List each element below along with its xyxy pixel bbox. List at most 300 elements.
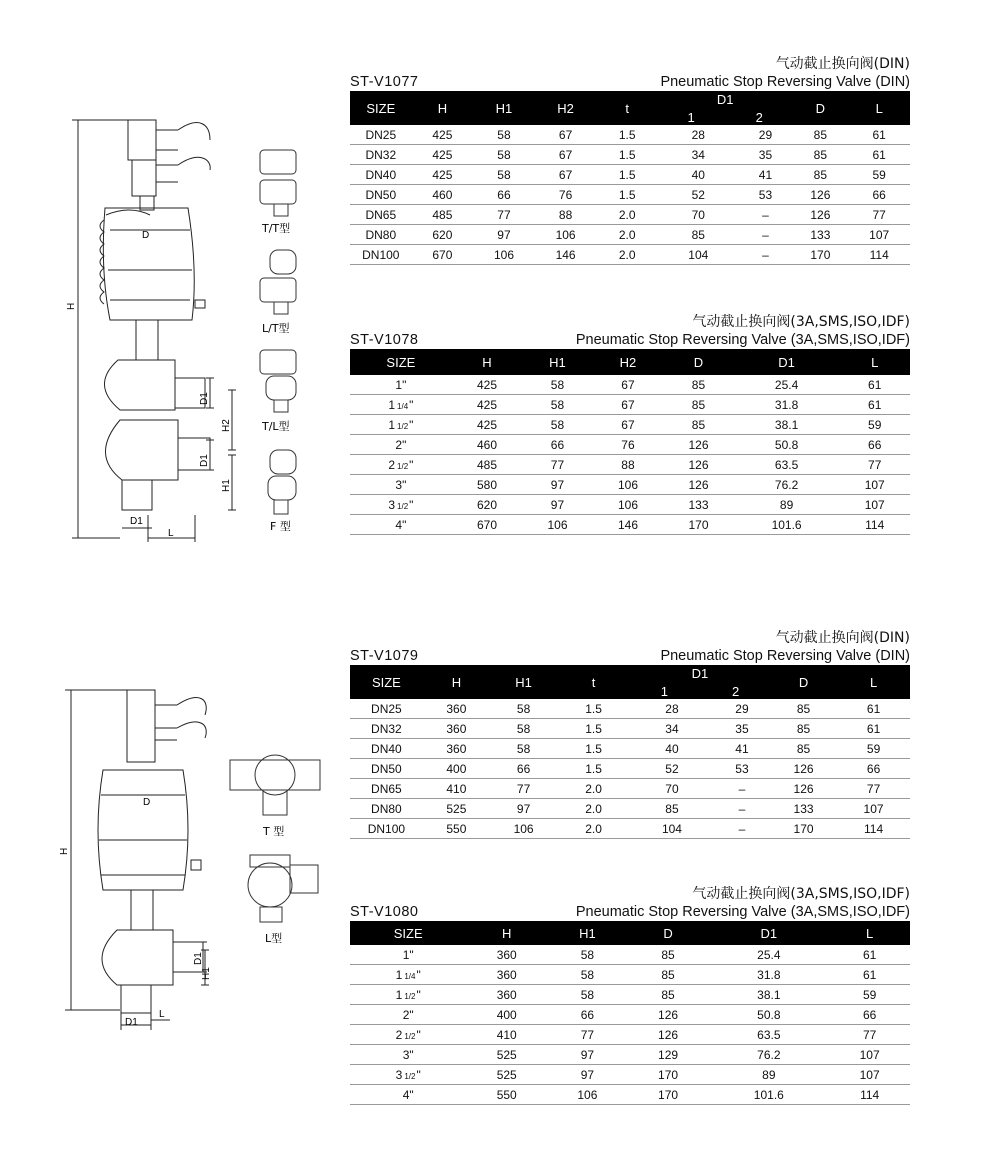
value-cell: 101.6 (734, 515, 840, 535)
value-cell: 425 (412, 165, 474, 185)
value-cell: 58 (490, 699, 557, 719)
col-size: SIZE (350, 349, 452, 375)
size-cell: DN80 (350, 225, 412, 245)
value-cell: 77 (837, 779, 910, 799)
value-cell: 97 (547, 1045, 628, 1065)
value-cell: 106 (522, 515, 593, 535)
value-cell: 126 (628, 1025, 709, 1045)
value-cell: 28 (658, 125, 739, 145)
value-cell: 170 (628, 1065, 709, 1085)
value-cell: 61 (839, 375, 910, 395)
valve-drawing-st-v1079 (55, 680, 345, 1040)
value-cell: 85 (792, 165, 848, 185)
cn-title: 气动截止换向阀(DIN) (775, 630, 910, 646)
table-row (350, 435, 910, 455)
value-cell: 1.5 (596, 185, 658, 205)
size-cell: DN65 (350, 779, 423, 799)
size-cell: 3 " (350, 1045, 466, 1065)
col-d: D (663, 349, 734, 375)
value-cell: 85 (770, 739, 837, 759)
dim-d-label: D (142, 230, 150, 241)
size-cell: DN40 (350, 165, 412, 185)
type-sketch-tl (260, 350, 296, 412)
type-label-f: F 型 (270, 520, 291, 533)
col-size: SIZE (350, 921, 466, 945)
value-cell: 107 (839, 475, 910, 495)
size-cell: DN32 (350, 719, 423, 739)
dim-h1-label: H1 (221, 479, 232, 492)
value-cell: 58 (490, 739, 557, 759)
type-sketch-l (248, 855, 318, 922)
type-label-tl: T/L型 (262, 420, 290, 433)
table-row (350, 1005, 910, 1025)
type-sketch-lt (260, 250, 296, 314)
value-cell: 460 (412, 185, 474, 205)
value-cell: 1.5 (557, 739, 630, 759)
value-cell: 106 (593, 495, 664, 515)
value-cell: 580 (452, 475, 523, 495)
size-cell: 4 " (350, 515, 452, 535)
value-cell: 2.0 (596, 205, 658, 225)
value-cell: 67 (535, 125, 597, 145)
value-cell: 400 (466, 1005, 547, 1025)
size-cell: DN50 (350, 759, 423, 779)
size-cell: 1 1/4 " (350, 395, 452, 415)
col-h1: H1 (547, 921, 628, 945)
col-h: H (452, 349, 523, 375)
col-d1-sub1: 1 (687, 110, 695, 125)
value-cell: 77 (522, 455, 593, 475)
col-size: SIZE (350, 91, 412, 125)
col-h: H (423, 665, 490, 699)
value-cell: – (714, 779, 770, 799)
table-row (350, 1085, 910, 1105)
value-cell: 58 (547, 965, 628, 985)
dim-h2-label: H2 (221, 419, 232, 432)
table-row (350, 145, 910, 165)
value-cell: 106 (490, 819, 557, 839)
value-cell: 61 (839, 395, 910, 415)
value-cell: 66 (490, 759, 557, 779)
value-cell: 126 (792, 205, 848, 225)
model-code: ST-V1080 (350, 904, 419, 920)
value-cell: 460 (452, 435, 523, 455)
value-cell: 58 (490, 719, 557, 739)
value-cell: 58 (522, 375, 593, 395)
size-cell: 2 1/2 " (350, 455, 452, 475)
value-cell: 58 (473, 165, 535, 185)
value-cell: 53 (739, 185, 793, 205)
en-title: Pneumatic Stop Reversing Valve (DIN) (660, 648, 910, 664)
value-cell: 2.0 (596, 245, 658, 265)
size-cell: DN100 (350, 819, 423, 839)
value-cell: 77 (547, 1025, 628, 1045)
value-cell: 34 (630, 719, 714, 739)
value-cell: – (739, 225, 793, 245)
col-l: L (848, 91, 910, 125)
dim-d1-lower-label: D1 (199, 454, 210, 467)
value-cell: 31.8 (708, 965, 829, 985)
size-cell: 1 " (350, 375, 452, 395)
value-cell: 126 (770, 779, 837, 799)
col-d1-sub2: 2 (755, 110, 763, 125)
value-cell: 550 (466, 1085, 547, 1105)
value-cell: 40 (658, 165, 739, 185)
col-d1: D1 (708, 921, 829, 945)
type-sketch-tt (260, 150, 296, 216)
value-cell: – (739, 245, 793, 265)
value-cell: 35 (739, 145, 793, 165)
col-h: H (412, 91, 474, 125)
value-cell: 425 (452, 375, 523, 395)
value-cell: 70 (630, 779, 714, 799)
value-cell: 25.4 (708, 945, 829, 965)
col-l: L (837, 665, 910, 699)
value-cell: 1.5 (557, 699, 630, 719)
table-row (350, 699, 910, 719)
value-cell: 114 (837, 819, 910, 839)
value-cell: 41 (714, 739, 770, 759)
value-cell: 97 (522, 475, 593, 495)
value-cell: 620 (452, 495, 523, 515)
value-cell: 85 (628, 985, 709, 1005)
type-label-t: T 型 (263, 825, 285, 838)
value-cell: 85 (628, 965, 709, 985)
value-cell: 77 (829, 1025, 910, 1045)
value-cell: 77 (473, 205, 535, 225)
col-h1: H1 (490, 665, 557, 699)
value-cell: 61 (837, 699, 910, 719)
value-cell: 170 (663, 515, 734, 535)
value-cell: 126 (663, 455, 734, 475)
value-cell: 1.5 (557, 759, 630, 779)
value-cell: 66 (547, 1005, 628, 1025)
value-cell: 146 (535, 245, 597, 265)
value-cell: 114 (829, 1085, 910, 1105)
value-cell: 66 (829, 1005, 910, 1025)
dim-d1-bottom-label: D1 (130, 516, 143, 527)
en-title: Pneumatic Stop Reversing Valve (3A,SMS,ISO,IDF) (575, 332, 910, 348)
value-cell: 59 (839, 415, 910, 435)
value-cell: 85 (663, 375, 734, 395)
table-row (350, 455, 910, 475)
dim-d1-bottom-label: D1 (125, 1017, 138, 1028)
spec-block-st-v1078 (350, 314, 910, 535)
value-cell: 126 (770, 759, 837, 779)
col-d: D (792, 91, 848, 125)
table-row (350, 965, 910, 985)
table-row (350, 225, 910, 245)
size-cell: 1 1/4 " (350, 965, 466, 985)
value-cell: 114 (839, 515, 910, 535)
value-cell: 410 (423, 779, 490, 799)
size-cell: DN40 (350, 739, 423, 759)
value-cell: 52 (658, 185, 739, 205)
table-row (350, 415, 910, 435)
value-cell: 66 (839, 435, 910, 455)
table-row (350, 819, 910, 839)
table-row (350, 759, 910, 779)
value-cell: 425 (452, 415, 523, 435)
type-label-l: L型 (265, 932, 283, 945)
value-cell: 58 (473, 145, 535, 165)
value-cell: 146 (593, 515, 664, 535)
type-label-tt: T/T型 (262, 222, 291, 235)
value-cell: 525 (466, 1065, 547, 1085)
value-cell: 485 (412, 205, 474, 225)
dim-d-label: D (143, 797, 151, 808)
table-row (350, 375, 910, 395)
value-cell: 425 (412, 125, 474, 145)
size-cell: 1 " (350, 945, 466, 965)
value-cell: 85 (770, 699, 837, 719)
value-cell: 38.1 (708, 985, 829, 1005)
value-cell: 31.8 (734, 395, 840, 415)
table-row (350, 985, 910, 1005)
value-cell: 63.5 (708, 1025, 829, 1045)
value-cell: 620 (412, 225, 474, 245)
value-cell: 85 (628, 945, 709, 965)
value-cell: 1.5 (596, 145, 658, 165)
en-title: Pneumatic Stop Reversing Valve (3A,SMS,ISO,IDF) (575, 904, 910, 920)
value-cell: 77 (848, 205, 910, 225)
dim-d1-side-label: D1 (193, 952, 204, 965)
value-cell: 1.5 (596, 165, 658, 185)
size-cell: 4 " (350, 1085, 466, 1105)
value-cell: 126 (663, 435, 734, 455)
value-cell: 107 (848, 225, 910, 245)
value-cell: 129 (628, 1045, 709, 1065)
table-row (350, 515, 910, 535)
type-label-lt: L/T型 (262, 322, 290, 335)
size-cell: 3 1/2 " (350, 1065, 466, 1085)
size-cell: DN100 (350, 245, 412, 265)
value-cell: 67 (593, 395, 664, 415)
table-row (350, 205, 910, 225)
spec-block-st-v1077 (350, 56, 910, 265)
value-cell: – (714, 819, 770, 839)
value-cell: 58 (522, 415, 593, 435)
col-h1: H1 (473, 91, 535, 125)
model-code: ST-V1078 (350, 332, 419, 348)
value-cell: 126 (792, 185, 848, 205)
value-cell: 133 (663, 495, 734, 515)
value-cell: 59 (829, 985, 910, 1005)
size-cell: 2 " (350, 435, 452, 455)
value-cell: 170 (770, 819, 837, 839)
value-cell: 107 (829, 1045, 910, 1065)
value-cell: 360 (466, 945, 547, 965)
value-cell: 106 (473, 245, 535, 265)
spec-table (350, 921, 910, 1105)
col-d: D (770, 665, 837, 699)
table-row (350, 395, 910, 415)
table-row (350, 165, 910, 185)
value-cell: 29 (714, 699, 770, 719)
value-cell: 2.0 (557, 799, 630, 819)
col-d1 (630, 665, 770, 699)
value-cell: 360 (423, 699, 490, 719)
value-cell: 106 (593, 475, 664, 495)
value-cell: 2.0 (557, 779, 630, 799)
value-cell: 66 (473, 185, 535, 205)
value-cell: 670 (452, 515, 523, 535)
spec-block-st-v1079 (350, 630, 910, 839)
value-cell: 89 (734, 495, 840, 515)
value-cell: 61 (829, 945, 910, 965)
value-cell: 1.5 (557, 719, 630, 739)
value-cell: 63.5 (734, 455, 840, 475)
col-t: t (596, 91, 658, 125)
size-cell: DN32 (350, 145, 412, 165)
value-cell: 550 (423, 819, 490, 839)
value-cell: 525 (466, 1045, 547, 1065)
table-row (350, 799, 910, 819)
value-cell: 67 (593, 415, 664, 435)
value-cell: 70 (658, 205, 739, 225)
value-cell: 52 (630, 759, 714, 779)
value-cell: 170 (628, 1085, 709, 1105)
table-row (350, 945, 910, 965)
value-cell: 85 (658, 225, 739, 245)
value-cell: 126 (663, 475, 734, 495)
value-cell: 58 (473, 125, 535, 145)
table-row (350, 719, 910, 739)
value-cell: 2.0 (557, 819, 630, 839)
value-cell: 360 (423, 739, 490, 759)
value-cell: 133 (792, 225, 848, 245)
value-cell: 101.6 (708, 1085, 829, 1105)
value-cell: 50.8 (734, 435, 840, 455)
value-cell: 77 (839, 455, 910, 475)
value-cell: 34 (658, 145, 739, 165)
dim-h-label: H (66, 302, 77, 310)
value-cell: 50.8 (708, 1005, 829, 1025)
value-cell: 525 (423, 799, 490, 819)
spec-table (350, 349, 910, 535)
value-cell: 85 (792, 125, 848, 145)
value-cell: 425 (412, 145, 474, 165)
value-cell: 58 (522, 395, 593, 415)
value-cell: 38.1 (734, 415, 840, 435)
col-h2: H2 (593, 349, 664, 375)
col-d: D (628, 921, 709, 945)
value-cell: 66 (837, 759, 910, 779)
value-cell: 67 (535, 145, 597, 165)
value-cell: 85 (792, 145, 848, 165)
value-cell: 29 (739, 125, 793, 145)
col-t: t (557, 665, 630, 699)
value-cell: 61 (837, 719, 910, 739)
size-cell: DN50 (350, 185, 412, 205)
value-cell: 1.5 (596, 125, 658, 145)
model-code: ST-V1077 (350, 74, 419, 90)
size-cell: 2 1/2 " (350, 1025, 466, 1045)
col-h1: H1 (522, 349, 593, 375)
value-cell: 41 (739, 165, 793, 185)
value-cell: 360 (466, 985, 547, 1005)
type-sketch-f (268, 450, 296, 514)
value-cell: 114 (848, 245, 910, 265)
table-row (350, 475, 910, 495)
value-cell: 61 (848, 145, 910, 165)
value-cell: 76 (535, 185, 597, 205)
value-cell: 59 (848, 165, 910, 185)
table-row (350, 739, 910, 759)
col-size: SIZE (350, 665, 423, 699)
dim-h-label: H (59, 847, 70, 855)
value-cell: 107 (829, 1065, 910, 1085)
value-cell: 76.2 (734, 475, 840, 495)
value-cell: – (714, 799, 770, 819)
size-cell: DN25 (350, 699, 423, 719)
value-cell: 66 (522, 435, 593, 455)
value-cell: 106 (547, 1085, 628, 1105)
value-cell: 170 (792, 245, 848, 265)
value-cell: 25.4 (734, 375, 840, 395)
dim-h1-label: H1 (201, 967, 212, 980)
value-cell: 104 (658, 245, 739, 265)
size-cell: DN80 (350, 799, 423, 819)
table-row (350, 245, 910, 265)
col-d1: D1 (734, 349, 840, 375)
col-l: L (839, 349, 910, 375)
value-cell: 59 (837, 739, 910, 759)
value-cell: 76 (593, 435, 664, 455)
cn-title: 气动截止换向阀(3A,SMS,ISO,IDF) (692, 314, 910, 330)
value-cell: 35 (714, 719, 770, 739)
value-cell: 107 (839, 495, 910, 515)
spec-table (350, 91, 910, 265)
spec-block-st-v1080 (350, 886, 910, 1105)
value-cell: 85 (770, 719, 837, 739)
value-cell: 76.2 (708, 1045, 829, 1065)
value-cell: 58 (547, 945, 628, 965)
value-cell: 61 (829, 965, 910, 985)
value-cell: 40 (630, 739, 714, 759)
size-cell: 2 " (350, 1005, 466, 1025)
value-cell: 85 (663, 395, 734, 415)
cn-title: 气动截止换向阀(3A,SMS,ISO,IDF) (692, 886, 910, 902)
type-sketch-t (230, 755, 320, 815)
value-cell: 97 (473, 225, 535, 245)
value-cell: 425 (452, 395, 523, 415)
dim-l-label: L (159, 1009, 165, 1020)
table-row (350, 1025, 910, 1045)
value-cell: 360 (466, 965, 547, 985)
value-cell: 67 (593, 375, 664, 395)
col-d1-sub1: 1 (660, 684, 668, 699)
value-cell: 53 (714, 759, 770, 779)
dim-l-label: L (168, 528, 174, 539)
table-row (350, 779, 910, 799)
size-cell: DN25 (350, 125, 412, 145)
value-cell: 77 (490, 779, 557, 799)
value-cell: 670 (412, 245, 474, 265)
size-cell: 3 " (350, 475, 452, 495)
size-cell: DN65 (350, 205, 412, 225)
value-cell: 2.0 (596, 225, 658, 245)
value-cell: 410 (466, 1025, 547, 1045)
col-h2: H2 (535, 91, 597, 125)
col-d1 (658, 91, 792, 125)
value-cell: 97 (547, 1065, 628, 1085)
value-cell: 61 (848, 125, 910, 145)
size-cell: 1 1/2 " (350, 985, 466, 1005)
dim-d1-upper-label: D1 (199, 392, 210, 405)
value-cell: – (739, 205, 793, 225)
valve-drawing-st-v1077 (60, 110, 340, 550)
